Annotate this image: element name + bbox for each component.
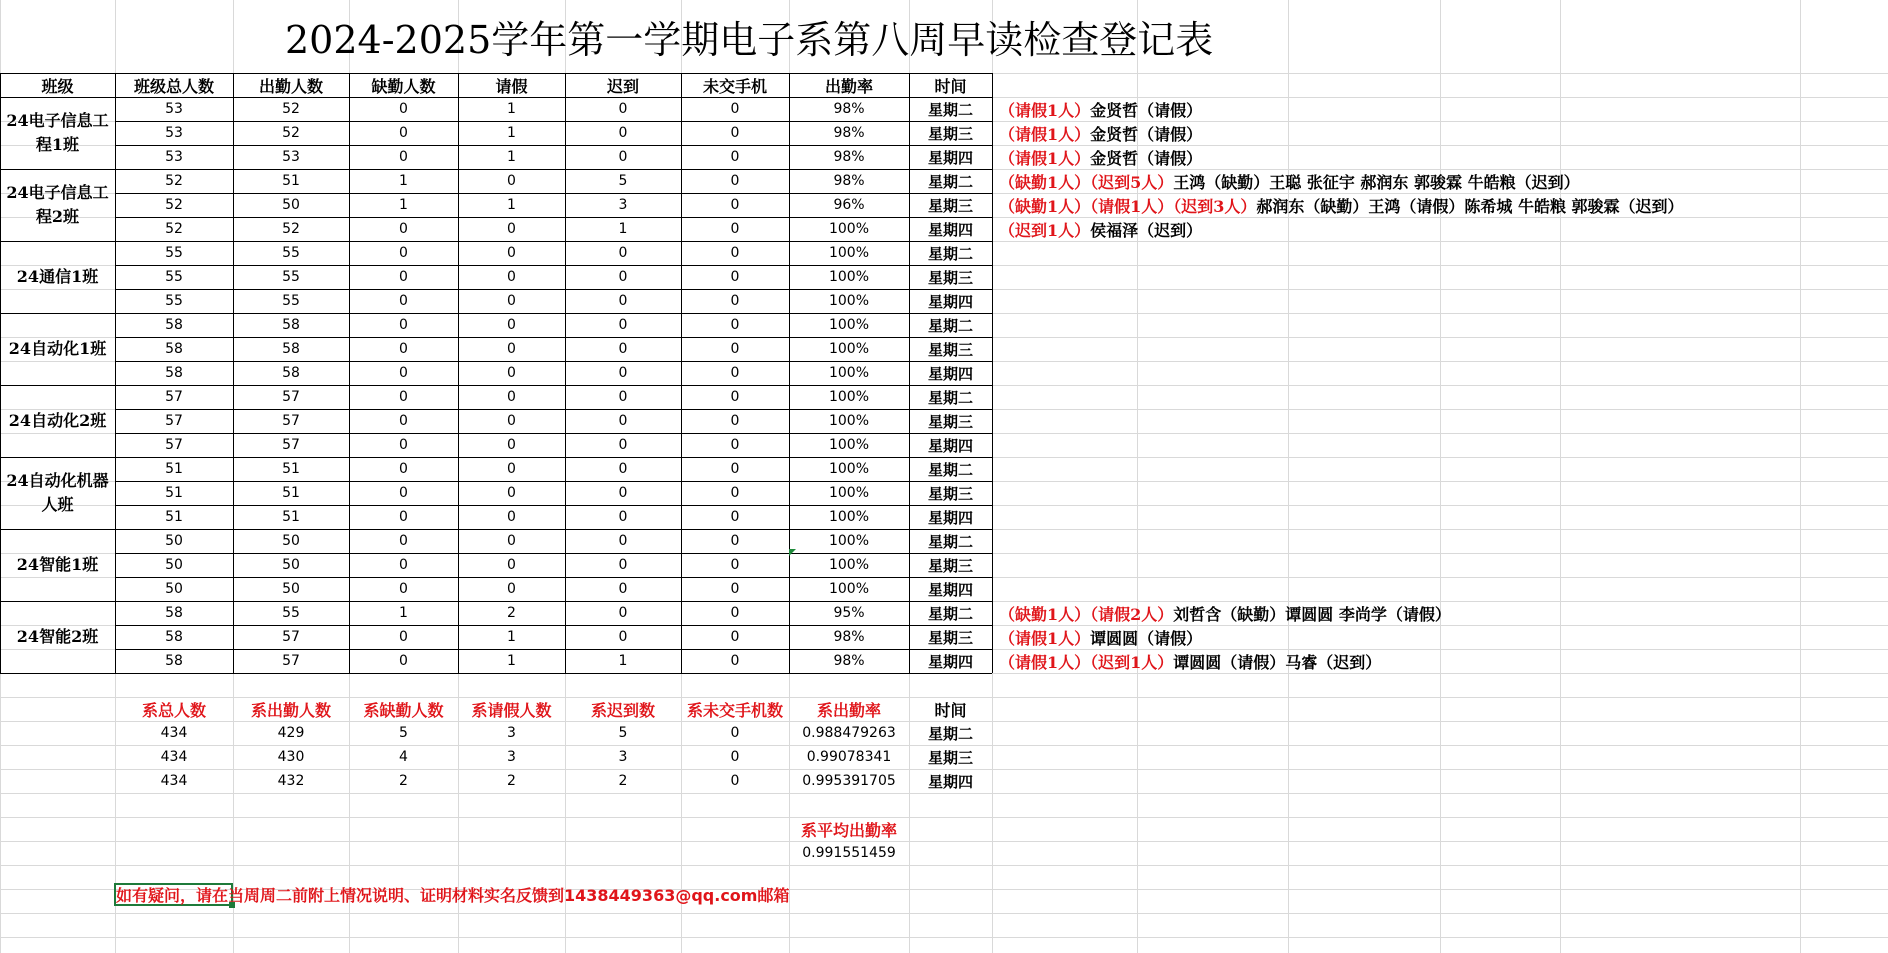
value-cell[interactable]: 58 xyxy=(165,605,183,621)
value-cell[interactable]: 53 xyxy=(165,101,183,117)
summary-value-cell[interactable]: 434 xyxy=(160,749,188,765)
value-cell[interactable]: 55 xyxy=(282,245,300,261)
value-cell[interactable]: 2 xyxy=(507,605,516,621)
value-cell[interactable]: 0 xyxy=(399,317,408,333)
weekday-cell[interactable]: 星期四 xyxy=(927,580,973,599)
value-cell[interactable]: 50 xyxy=(282,197,300,213)
avg-value-cell[interactable]: 0.991551459 xyxy=(802,845,896,861)
summary-header-cell[interactable]: 系迟到数 xyxy=(590,700,655,720)
remark-names: 谭圆圆（请假） xyxy=(1090,628,1203,648)
value-cell[interactable]: 1 xyxy=(399,173,408,189)
value-cell[interactable]: 100% xyxy=(828,437,870,453)
value-cell[interactable]: 0 xyxy=(399,413,408,429)
summary-value-cell[interactable]: 0.99078341 xyxy=(806,749,892,765)
value-cell[interactable]: 0 xyxy=(730,485,740,501)
value-cell[interactable]: 0 xyxy=(730,269,740,285)
remark-count: （请假1人）（迟到1人） xyxy=(999,652,1174,672)
value-cell[interactable]: 51 xyxy=(165,509,183,525)
value-cell[interactable]: 100% xyxy=(828,317,870,333)
value-cell[interactable]: 0 xyxy=(399,125,408,141)
value-cell[interactable]: 100% xyxy=(828,581,870,597)
summary-value-cell[interactable]: 0 xyxy=(730,773,740,789)
remark-note[interactable] xyxy=(999,97,1202,121)
value-cell[interactable]: 98% xyxy=(833,653,865,669)
value-cell[interactable]: 0 xyxy=(507,365,516,381)
value-cell[interactable]: 55 xyxy=(165,269,183,285)
grid-hline xyxy=(0,841,1888,842)
value-cell[interactable]: 0 xyxy=(507,317,516,333)
value-cell[interactable]: 0 xyxy=(399,149,408,165)
value-cell[interactable]: 1 xyxy=(507,149,516,165)
value-cell[interactable]: 51 xyxy=(165,485,183,501)
value-cell[interactable]: 57 xyxy=(282,629,300,645)
grid-hline xyxy=(0,913,1888,914)
class-name-cell[interactable]: 24智能2班 xyxy=(16,627,99,646)
value-cell[interactable]: 0 xyxy=(399,437,408,453)
value-cell[interactable]: 0 xyxy=(618,389,628,405)
remark-count: （请假1人） xyxy=(999,124,1091,144)
value-cell[interactable]: 100% xyxy=(828,365,870,381)
comment-marker-icon xyxy=(789,549,796,556)
grid-hline xyxy=(0,937,1888,938)
value-cell[interactable]: 100% xyxy=(828,533,870,549)
remark-count: （缺勤1人）（请假1人）（迟到3人） xyxy=(999,196,1257,216)
value-cell[interactable]: 57 xyxy=(165,389,183,405)
value-cell[interactable]: 0 xyxy=(399,509,408,525)
header-cell[interactable]: 班级 xyxy=(41,76,74,96)
value-cell[interactable]: 55 xyxy=(282,293,300,309)
value-cell[interactable]: 0 xyxy=(730,101,740,117)
value-cell[interactable]: 58 xyxy=(282,365,300,381)
value-cell[interactable]: 52 xyxy=(282,101,300,117)
summary-weekday-cell[interactable]: 星期二 xyxy=(927,724,973,743)
value-cell[interactable]: 53 xyxy=(282,149,300,165)
grid-vline xyxy=(1288,0,1289,953)
value-cell[interactable]: 1 xyxy=(507,125,516,141)
value-cell[interactable]: 100% xyxy=(828,389,870,405)
value-cell[interactable]: 0 xyxy=(618,101,628,117)
table-border xyxy=(115,673,992,674)
sheet-title[interactable]: 2024-2025学年第一学期电子系第八周早读检查登记表 xyxy=(285,17,1214,62)
value-cell[interactable]: 58 xyxy=(165,365,183,381)
value-cell[interactable]: 0 xyxy=(618,293,628,309)
value-cell[interactable]: 0 xyxy=(618,557,628,573)
value-cell[interactable]: 0 xyxy=(399,533,408,549)
value-cell[interactable]: 0 xyxy=(730,581,740,597)
grid-hline xyxy=(0,793,1888,794)
value-cell[interactable]: 1 xyxy=(399,197,408,213)
value-cell[interactable]: 0 xyxy=(730,317,740,333)
header-cell[interactable]: 出勤人数 xyxy=(258,76,323,96)
value-cell[interactable]: 50 xyxy=(165,581,183,597)
summary-header-cell[interactable]: 系缺勤人数 xyxy=(363,700,444,720)
value-cell[interactable]: 0 xyxy=(618,461,628,477)
remark-count: （请假1人） xyxy=(999,628,1091,648)
value-cell[interactable]: 0 xyxy=(507,533,516,549)
value-cell[interactable]: 1 xyxy=(618,653,628,669)
weekday-cell[interactable]: 星期四 xyxy=(927,508,973,527)
remark-count: （缺勤1人）（请假2人） xyxy=(999,604,1174,624)
value-cell[interactable]: 0 xyxy=(507,461,516,477)
weekday-cell[interactable]: 星期二 xyxy=(927,388,973,407)
value-cell[interactable]: 57 xyxy=(282,389,300,405)
summary-value-cell[interactable]: 0.995391705 xyxy=(802,773,896,789)
value-cell[interactable]: 50 xyxy=(165,557,183,573)
value-cell[interactable]: 5 xyxy=(618,173,628,189)
value-cell[interactable]: 0 xyxy=(730,221,740,237)
value-cell[interactable]: 0 xyxy=(399,245,408,261)
weekday-cell[interactable]: 星期二 xyxy=(927,604,973,623)
weekday-cell[interactable]: 星期四 xyxy=(927,364,973,383)
value-cell[interactable]: 0 xyxy=(618,605,628,621)
footer-note[interactable]: 如有疑问，请在当周周二前附上情况说明、证明材料实名反馈到1438449363@qq.com邮箱 xyxy=(116,885,790,905)
grid-vline xyxy=(1560,0,1561,953)
remark-names: 金贤哲（请假） xyxy=(1090,148,1203,168)
value-cell[interactable]: 0 xyxy=(730,461,740,477)
value-cell[interactable]: 0 xyxy=(730,557,740,573)
value-cell[interactable]: 0 xyxy=(507,245,516,261)
weekday-cell[interactable]: 星期二 xyxy=(927,460,973,479)
weekday-cell[interactable]: 星期四 xyxy=(927,220,973,239)
table-border xyxy=(0,73,992,74)
value-cell[interactable]: 0 xyxy=(730,437,740,453)
weekday-cell[interactable]: 星期二 xyxy=(927,100,973,119)
value-cell[interactable]: 0 xyxy=(399,629,408,645)
value-cell[interactable]: 0 xyxy=(399,293,408,309)
remark-note[interactable] xyxy=(999,145,1202,169)
weekday-cell[interactable]: 星期三 xyxy=(927,340,973,359)
class-name-cell[interactable]: 24自动化机器人班 xyxy=(6,471,109,514)
summary-weekday-cell[interactable]: 星期四 xyxy=(927,772,973,791)
header-cell[interactable]: 请假 xyxy=(495,76,528,96)
value-cell[interactable]: 0 xyxy=(730,533,740,549)
value-cell[interactable]: 0 xyxy=(399,557,408,573)
summary-value-cell[interactable]: 430 xyxy=(277,749,305,765)
weekday-cell[interactable]: 星期三 xyxy=(927,268,973,287)
remark-note[interactable] xyxy=(999,193,1684,217)
value-cell[interactable]: 98% xyxy=(833,173,865,189)
value-cell[interactable]: 1 xyxy=(507,101,516,117)
class-name-cell[interactable]: 24自动化1班 xyxy=(8,339,107,358)
value-cell[interactable]: 58 xyxy=(165,629,183,645)
remark-note[interactable] xyxy=(999,217,1202,241)
value-cell[interactable]: 0 xyxy=(730,413,740,429)
value-cell[interactable]: 0 xyxy=(618,581,628,597)
value-cell[interactable]: 0 xyxy=(507,413,516,429)
value-cell[interactable]: 100% xyxy=(828,413,870,429)
remark-note[interactable] xyxy=(999,625,1202,649)
value-cell[interactable]: 100% xyxy=(828,293,870,309)
remark-names: 侯福泽（迟到） xyxy=(1090,220,1203,240)
value-cell[interactable]: 57 xyxy=(165,413,183,429)
value-cell[interactable]: 51 xyxy=(165,461,183,477)
value-cell[interactable]: 1 xyxy=(399,605,408,621)
value-cell[interactable]: 57 xyxy=(282,437,300,453)
grid-vline xyxy=(1800,0,1801,953)
value-cell[interactable]: 0 xyxy=(618,629,628,645)
value-cell[interactable]: 0 xyxy=(399,101,408,117)
value-cell[interactable]: 0 xyxy=(399,341,408,357)
value-cell[interactable]: 98% xyxy=(833,629,865,645)
value-cell[interactable]: 0 xyxy=(507,221,516,237)
summary-value-cell[interactable]: 3 xyxy=(507,749,516,765)
value-cell[interactable]: 0 xyxy=(730,341,740,357)
value-cell[interactable]: 0 xyxy=(618,125,628,141)
summary-weekday-cell[interactable]: 星期三 xyxy=(927,748,973,767)
weekday-cell[interactable]: 星期四 xyxy=(927,148,973,167)
value-cell[interactable]: 95% xyxy=(833,605,865,621)
value-cell[interactable]: 0 xyxy=(730,389,740,405)
value-cell[interactable]: 0 xyxy=(618,341,628,357)
value-cell[interactable]: 55 xyxy=(282,605,300,621)
summary-value-cell[interactable]: 5 xyxy=(399,725,408,741)
value-cell[interactable]: 1 xyxy=(618,221,628,237)
remark-count: （请假1人） xyxy=(999,100,1091,120)
weekday-cell[interactable]: 星期二 xyxy=(927,244,973,263)
header-cell[interactable]: 时间 xyxy=(934,76,967,96)
weekday-cell[interactable]: 星期二 xyxy=(927,316,973,335)
value-cell[interactable]: 0 xyxy=(507,173,516,189)
value-cell[interactable]: 0 xyxy=(618,413,628,429)
value-cell[interactable]: 57 xyxy=(282,653,300,669)
grid-hline xyxy=(0,817,1888,818)
value-cell[interactable]: 0 xyxy=(507,485,516,501)
value-cell[interactable]: 0 xyxy=(730,293,740,309)
summary-value-cell[interactable]: 0 xyxy=(730,749,740,765)
value-cell[interactable]: 100% xyxy=(828,245,870,261)
value-cell[interactable]: 0 xyxy=(730,173,740,189)
value-cell[interactable]: 0 xyxy=(507,293,516,309)
header-cell[interactable]: 缺勤人数 xyxy=(371,76,436,96)
class-name-cell[interactable]: 24电子信息工程2班 xyxy=(6,183,109,226)
value-cell[interactable]: 0 xyxy=(730,365,740,381)
value-cell[interactable]: 0 xyxy=(399,365,408,381)
table-border xyxy=(992,73,993,673)
value-cell[interactable]: 0 xyxy=(399,221,408,237)
weekday-cell[interactable]: 星期四 xyxy=(927,652,973,671)
avg-label-cell[interactable]: 系平均出勤率 xyxy=(800,820,897,840)
summary-header-cell[interactable]: 系出勤人数 xyxy=(250,700,331,720)
remark-names: 王鸿（缺勤）王聪 张征宇 郝润东 郭骏霖 牛皓粮（迟到） xyxy=(1173,172,1580,192)
value-cell[interactable]: 0 xyxy=(507,557,516,573)
value-cell[interactable]: 51 xyxy=(282,485,300,501)
value-cell[interactable]: 58 xyxy=(282,341,300,357)
value-cell[interactable]: 0 xyxy=(618,245,628,261)
header-cell[interactable]: 迟到 xyxy=(606,76,639,96)
remark-count: （迟到1人） xyxy=(999,220,1091,240)
value-cell[interactable]: 51 xyxy=(282,461,300,477)
summary-header-cell[interactable]: 系出勤率 xyxy=(816,700,881,720)
value-cell[interactable]: 53 xyxy=(165,149,183,165)
value-cell[interactable]: 55 xyxy=(165,293,183,309)
weekday-cell[interactable]: 星期三 xyxy=(927,628,973,647)
value-cell[interactable]: 52 xyxy=(165,221,183,237)
summary-value-cell[interactable]: 434 xyxy=(160,773,188,789)
value-cell[interactable]: 53 xyxy=(165,125,183,141)
value-cell[interactable]: 0 xyxy=(730,245,740,261)
value-cell[interactable]: 0 xyxy=(399,389,408,405)
header-cell[interactable]: 班级总人数 xyxy=(133,76,214,96)
value-cell[interactable]: 51 xyxy=(282,173,300,189)
value-cell[interactable]: 57 xyxy=(165,437,183,453)
value-cell[interactable]: 0 xyxy=(730,125,740,141)
summary-value-cell[interactable]: 3 xyxy=(618,749,628,765)
value-cell[interactable]: 0 xyxy=(730,629,740,645)
value-cell[interactable]: 55 xyxy=(165,245,183,261)
value-cell[interactable]: 3 xyxy=(618,197,628,213)
value-cell[interactable]: 0 xyxy=(507,389,516,405)
value-cell[interactable]: 0 xyxy=(399,485,408,501)
class-name-cell[interactable]: 24通信1班 xyxy=(16,267,99,286)
weekday-cell[interactable]: 星期四 xyxy=(927,436,973,455)
remark-note[interactable] xyxy=(999,121,1202,145)
value-cell[interactable]: 100% xyxy=(828,461,870,477)
remark-note[interactable] xyxy=(999,169,1580,193)
value-cell[interactable]: 0 xyxy=(618,509,628,525)
value-cell[interactable]: 50 xyxy=(165,533,183,549)
summary-header-cell[interactable]: 系未交手机数 xyxy=(686,700,783,720)
class-name-cell[interactable]: 24智能1班 xyxy=(16,555,99,574)
value-cell[interactable]: 100% xyxy=(828,221,870,237)
value-cell[interactable]: 50 xyxy=(282,581,300,597)
summary-value-cell[interactable]: 2 xyxy=(399,773,408,789)
value-cell[interactable]: 0 xyxy=(618,437,628,453)
value-cell[interactable]: 0 xyxy=(730,149,740,165)
weekday-cell[interactable]: 星期三 xyxy=(927,556,973,575)
value-cell[interactable]: 0 xyxy=(618,533,628,549)
value-cell[interactable]: 96% xyxy=(833,197,865,213)
value-cell[interactable]: 1 xyxy=(507,653,516,669)
value-cell[interactable]: 58 xyxy=(282,317,300,333)
value-cell[interactable]: 0 xyxy=(399,581,408,597)
weekday-cell[interactable]: 星期二 xyxy=(927,172,973,191)
value-cell[interactable]: 0 xyxy=(618,269,628,285)
remark-names: 金贤哲（请假） xyxy=(1090,100,1203,120)
value-cell[interactable]: 58 xyxy=(165,341,183,357)
value-cell[interactable]: 1 xyxy=(507,197,516,213)
value-cell[interactable]: 55 xyxy=(282,269,300,285)
summary-header-cell[interactable]: 系总人数 xyxy=(141,700,206,720)
value-cell[interactable]: 0 xyxy=(618,317,628,333)
remark-names: 刘哲含（缺勤）谭圆圆 李尚学（请假） xyxy=(1173,604,1451,624)
value-cell[interactable]: 100% xyxy=(828,509,870,525)
value-cell[interactable]: 0 xyxy=(618,365,628,381)
summary-value-cell[interactable]: 4 xyxy=(399,749,408,765)
value-cell[interactable]: 0 xyxy=(618,485,628,501)
grid-vline xyxy=(1440,0,1441,953)
value-cell[interactable]: 0 xyxy=(507,509,516,525)
value-cell[interactable]: 98% xyxy=(833,101,865,117)
summary-value-cell[interactable]: 434 xyxy=(160,725,188,741)
summary-value-cell[interactable]: 429 xyxy=(277,725,305,741)
value-cell[interactable]: 0 xyxy=(399,653,408,669)
summary-value-cell[interactable]: 5 xyxy=(618,725,628,741)
value-cell[interactable]: 0 xyxy=(618,149,628,165)
table-border xyxy=(0,673,115,674)
value-cell[interactable]: 0 xyxy=(730,605,740,621)
summary-header-cell[interactable]: 时间 xyxy=(934,700,967,720)
class-name-cell[interactable]: 24电子信息工程1班 xyxy=(6,111,109,154)
remark-count: （缺勤1人）（迟到5人） xyxy=(999,172,1174,192)
remark-note[interactable] xyxy=(999,601,1451,625)
value-cell[interactable]: 52 xyxy=(282,125,300,141)
summary-value-cell[interactable]: 432 xyxy=(277,773,305,789)
value-cell[interactable]: 52 xyxy=(165,173,183,189)
summary-value-cell[interactable]: 0.988479263 xyxy=(802,725,896,741)
header-cell[interactable]: 出勤率 xyxy=(824,76,873,96)
class-name-cell[interactable]: 24自动化2班 xyxy=(8,411,107,430)
remark-count: （请假1人） xyxy=(999,148,1091,168)
summary-value-cell[interactable]: 0 xyxy=(730,725,740,741)
value-cell[interactable]: 58 xyxy=(165,317,183,333)
value-cell[interactable]: 98% xyxy=(833,125,865,141)
value-cell[interactable]: 100% xyxy=(828,557,870,573)
value-cell[interactable]: 100% xyxy=(828,485,870,501)
weekday-cell[interactable]: 星期二 xyxy=(927,532,973,551)
weekday-cell[interactable]: 星期三 xyxy=(927,124,973,143)
header-cell[interactable]: 未交手机 xyxy=(702,76,767,96)
weekday-cell[interactable]: 星期四 xyxy=(927,292,973,311)
grid-hline xyxy=(0,865,1888,866)
value-cell[interactable]: 52 xyxy=(282,221,300,237)
value-cell[interactable]: 0 xyxy=(399,461,408,477)
weekday-cell[interactable]: 星期三 xyxy=(927,196,973,215)
value-cell[interactable]: 0 xyxy=(507,581,516,597)
value-cell[interactable]: 98% xyxy=(833,149,865,165)
weekday-cell[interactable]: 星期三 xyxy=(927,412,973,431)
value-cell[interactable]: 0 xyxy=(730,509,740,525)
value-cell[interactable]: 58 xyxy=(165,653,183,669)
value-cell[interactable]: 0 xyxy=(507,269,516,285)
value-cell[interactable]: 1 xyxy=(507,629,516,645)
value-cell[interactable]: 0 xyxy=(730,197,740,213)
summary-value-cell[interactable]: 3 xyxy=(507,725,516,741)
remark-names: 谭圆圆（请假）马睿（迟到） xyxy=(1173,652,1382,672)
value-cell[interactable]: 100% xyxy=(828,341,870,357)
value-cell[interactable]: 57 xyxy=(282,413,300,429)
summary-value-cell[interactable]: 2 xyxy=(507,773,516,789)
weekday-cell[interactable]: 星期三 xyxy=(927,484,973,503)
value-cell[interactable]: 0 xyxy=(507,341,516,357)
remark-names: 金贤哲（请假） xyxy=(1090,124,1203,144)
summary-header-cell[interactable]: 系请假人数 xyxy=(471,700,552,720)
value-cell[interactable]: 52 xyxy=(165,197,183,213)
remark-names: 郝润东（缺勤）王鸿（请假）陈希城 牛皓粮 郭骏霖（迟到） xyxy=(1256,196,1684,216)
value-cell[interactable]: 0 xyxy=(730,653,740,669)
value-cell[interactable]: 50 xyxy=(282,533,300,549)
value-cell[interactable]: 0 xyxy=(399,269,408,285)
summary-value-cell[interactable]: 2 xyxy=(618,773,628,789)
value-cell[interactable]: 50 xyxy=(282,557,300,573)
value-cell[interactable]: 0 xyxy=(507,437,516,453)
remark-note[interactable] xyxy=(999,649,1381,673)
value-cell[interactable]: 51 xyxy=(282,509,300,525)
value-cell[interactable]: 100% xyxy=(828,269,870,285)
